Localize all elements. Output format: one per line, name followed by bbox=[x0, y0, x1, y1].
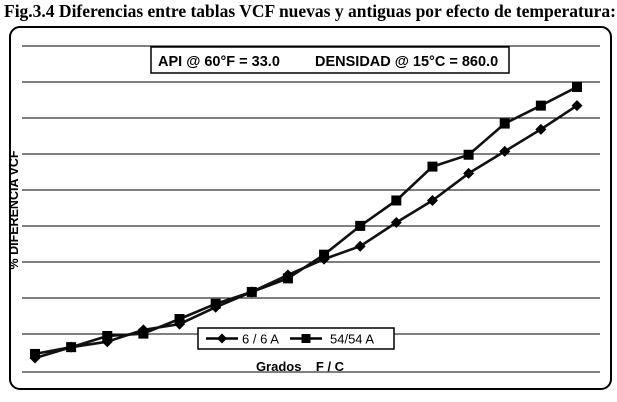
annotation-density: DENSIDAD @ 15°C = 860.0 bbox=[315, 54, 499, 70]
annotation-api: API @ 60°F = 33.0 bbox=[158, 54, 280, 70]
data-point-1-0 bbox=[30, 349, 40, 359]
legend-label-0: 6 / 6 A bbox=[242, 331, 279, 347]
x-axis-label: Grados F / C bbox=[255, 359, 345, 374]
data-point-1-11 bbox=[427, 162, 437, 172]
data-point-1-7 bbox=[283, 273, 293, 283]
data-point-1-2 bbox=[102, 331, 112, 341]
data-point-1-10 bbox=[391, 195, 401, 205]
data-point-1-9 bbox=[355, 221, 365, 231]
data-point-1-6 bbox=[247, 287, 257, 297]
data-point-1-5 bbox=[211, 299, 221, 309]
data-point-1-15 bbox=[572, 82, 582, 92]
data-point-1-8 bbox=[319, 250, 329, 260]
data-point-1-12 bbox=[464, 150, 474, 160]
y-axis-label: % DIFERENCIA VCF bbox=[7, 150, 21, 270]
data-point-1-4 bbox=[175, 314, 185, 324]
data-point-1-13 bbox=[500, 119, 510, 129]
legend-marker-1 bbox=[302, 334, 311, 343]
legend-label-1: 54/54 A bbox=[330, 331, 375, 347]
data-point-1-1 bbox=[66, 342, 76, 352]
data-point-1-3 bbox=[138, 329, 148, 339]
data-point-1-14 bbox=[536, 101, 546, 111]
figure-title: Fig.3.4 Diferencias entre tablas VCF nuevas y antiguas por efecto de temperatura: bbox=[4, 1, 616, 21]
